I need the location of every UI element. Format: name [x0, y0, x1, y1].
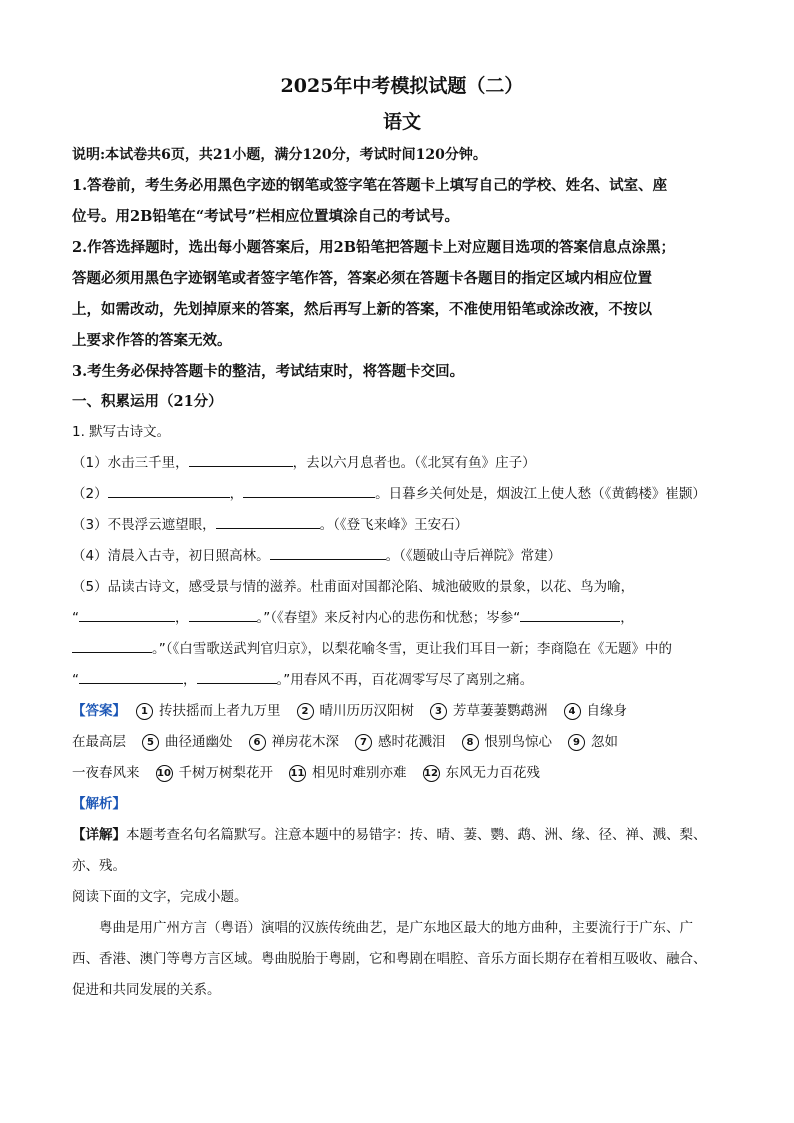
- answer-line-1: [72, 696, 732, 727]
- detail-tag: 【详解】: [72, 827, 126, 843]
- answer-blank: [72, 635, 152, 653]
- reading-paragraph-line-1: 粤曲是用广州方言（粤语）演唱的汉族传统曲艺，是广东地区最大的地方曲种，主要流行于广东、广: [99, 920, 693, 936]
- answer-blank: [189, 604, 257, 622]
- answer-item: 曲径通幽处: [165, 734, 233, 750]
- part-3-prefix: （3）不畏浮云遮望眼，: [72, 517, 216, 533]
- instruction-2-line-3: 上，如需改动，先划掉原来的答案，然后再写上新的答案，不准使用铅笔或涂改液，不按以: [72, 301, 652, 318]
- circled-number: 3: [430, 703, 447, 720]
- line-4-text: 。”用春风不再，百花凋零写尽了离别之痛。: [276, 672, 534, 688]
- part-2-prefix: （2）: [72, 486, 108, 502]
- circled-number: 9: [568, 734, 585, 751]
- comma: ，: [183, 672, 197, 688]
- analysis-tag: 【解析】: [72, 796, 126, 812]
- answer-blank: [243, 480, 375, 498]
- answer-blank: [270, 542, 386, 560]
- reading-paragraph-line-3: 促进和共同发展的关系。: [72, 982, 221, 998]
- answer-blank: [189, 449, 293, 467]
- answer-line-3: [72, 758, 732, 789]
- question-1-part-3: [72, 510, 732, 541]
- question-1-stem: 1. 默写古诗文。: [72, 424, 171, 440]
- instruction-2-line-4: 上要求作答的答案无效。: [72, 332, 232, 349]
- detail-line-2: 亦、残。: [72, 858, 126, 874]
- circled-number: 5: [142, 734, 159, 751]
- answer-item: 东风无力百花残: [445, 765, 540, 781]
- answer-item: 忽如: [591, 734, 618, 750]
- answer-item: 感时花溅泪: [378, 734, 446, 750]
- answer-item: 自缘身: [586, 703, 627, 719]
- part-1-prefix: （1）水击三千里，: [72, 455, 189, 471]
- instruction-2-line-1: 2.作答选择题时，选出每小题答案后，用2B铅笔把答题卡上对应题目选项的答案信息点涂黑；: [72, 239, 675, 256]
- answer-item: 恨别鸟惊心: [484, 734, 552, 750]
- answer-blank: [79, 604, 175, 622]
- question-1-part-5-line-1: （5）品读古诗文，感受景与情的滋养。杜甫面对国都沦陷、城池破败的景象，以花、鸟为喻，: [72, 579, 635, 595]
- quote-open: “: [72, 672, 79, 688]
- answer-blank: [216, 511, 320, 529]
- answer-tag: 【答案】: [72, 703, 126, 719]
- answer-item: 芳草萋萋鹦鹉洲: [453, 703, 548, 719]
- answer-item: 一夜春风来: [72, 765, 140, 781]
- quote-open: “: [72, 610, 79, 626]
- exam-title: 2025年中考模拟试题（二）: [280, 75, 524, 97]
- analysis-heading: [72, 789, 732, 820]
- answer-item: 相见时难别亦难: [312, 765, 407, 781]
- circled-number: 2: [297, 703, 314, 720]
- part-4-prefix: （4）清晨入古寺，初日照高林。: [72, 548, 270, 564]
- subject-title: 语文: [382, 111, 421, 133]
- question-1-part-4: [72, 541, 732, 572]
- circled-number: 1: [136, 703, 153, 720]
- part-4-suffix: 。（《题破山寺后禅院》常建）: [385, 548, 562, 564]
- exam-page: [72, 72, 732, 1006]
- part-3-suffix: 。（《登飞来峰》王安石）: [319, 517, 469, 533]
- part-2-middle: ，: [229, 486, 244, 502]
- reading-intro: 阅读下面的文字，完成小题。: [72, 889, 248, 905]
- question-1-part-5-line-3: [72, 634, 732, 665]
- answer-item: 禅房花木深: [271, 734, 339, 750]
- comma: ，: [175, 610, 189, 626]
- part-2-suffix: 。日暮乡关何处是，烟波江上使人愁（《黄鹤楼》崔颢）: [375, 486, 706, 502]
- answer-item: 在最高层: [72, 734, 126, 750]
- question-1-part-1: [72, 448, 732, 479]
- reading-paragraph-line-2: 西、香港、澳门等粤方言区域。粤曲脱胎于粤剧，它和粤剧在唱腔、音乐方面长期存在着相互吸收、融合、: [72, 951, 707, 967]
- instruction-1-line-2: 位号。用2B铅笔在“考试号”栏相应位置填涂自己的考试号。: [72, 208, 460, 225]
- question-1-part-5-line-4: [72, 665, 732, 696]
- circled-number: 10: [156, 765, 173, 782]
- answer-blank: [520, 604, 620, 622]
- answer-blank: [108, 480, 230, 498]
- line-2-text: 。”（《春望》来反衬内心的悲伤和忧愁；岑参“: [256, 610, 521, 626]
- circled-number: 6: [249, 734, 266, 751]
- answer-blank: [197, 666, 277, 684]
- answer-item: 抟扶摇而上者九万里: [159, 703, 281, 719]
- comma: ，: [620, 610, 634, 626]
- question-1-part-5-line-2: [72, 603, 732, 634]
- circled-number: 11: [289, 765, 306, 782]
- part-1-suffix: ，去以六月息者也。（《北冥有鱼》庄子）: [292, 455, 536, 471]
- circled-number: 4: [564, 703, 581, 720]
- detail-text: 本题考查名句名篇默写。注意本题中的易错字：抟、晴、萋、鹦、鹉、洲、缘、径、禅、溅、梨、: [126, 827, 707, 843]
- instruction-2-line-2: 答题必须用黑色字迹钢笔或者签字笔作答，答案必须在答题卡各题目的指定区域内相应位置: [72, 270, 652, 287]
- answer-item: 晴川历历汉阳树: [319, 703, 414, 719]
- exam-note: 说明:本试卷共6页，共21小题，满分120分，考试时间120分钟。: [72, 147, 487, 163]
- circled-number: 8: [462, 734, 479, 751]
- answer-line-2: [72, 727, 732, 758]
- answer-item: 千树万树梨花开: [178, 765, 273, 781]
- instruction-3: 3.考生务必保持答题卡的整洁，考试结束时，将答题卡交回。: [72, 363, 465, 380]
- question-1-part-2: [72, 479, 732, 510]
- line-3-text: 。”（《白雪歌送武判官归京》，以梨花喻冬雪，更让我们耳目一新；李商隐在《无题》中的: [152, 641, 672, 657]
- circled-number: 7: [355, 734, 372, 751]
- instruction-1-line-1: 1.答卷前，考生务必用黑色字迹的钢笔或签字笔在答题卡上填写自己的学校、姓名、试室、座: [72, 177, 668, 194]
- circled-number: 12: [423, 765, 440, 782]
- section-heading: 一、积累运用（21分）: [72, 393, 223, 410]
- answer-blank: [79, 666, 183, 684]
- detail-line-1: [72, 820, 732, 851]
